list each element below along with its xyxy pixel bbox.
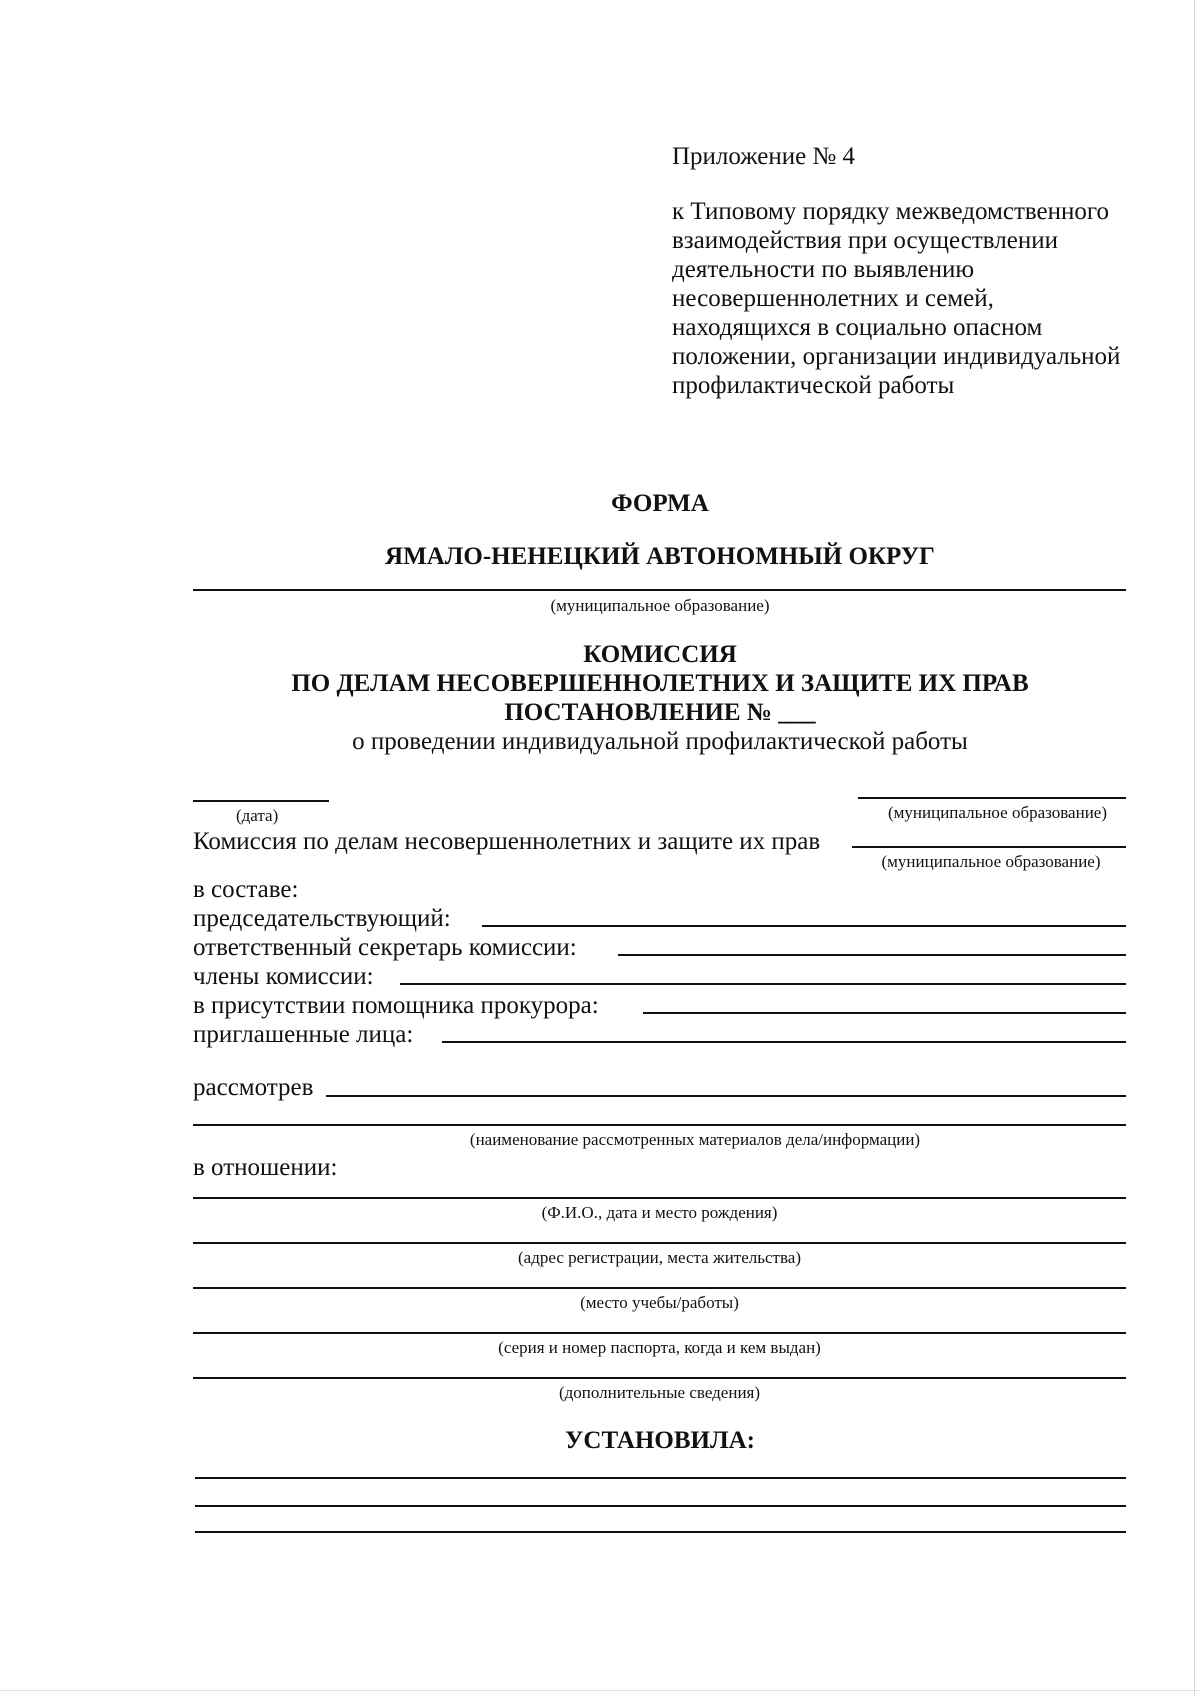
date-caption: (дата)	[236, 806, 279, 825]
regarding-field-1	[193, 1197, 1126, 1199]
regarding-caption-5: (дополнительные сведения)	[558, 1383, 761, 1402]
commission-line-caption: (муниципальное образование)	[881, 852, 1101, 871]
commission-title: КОМИССИЯ	[583, 641, 737, 668]
regarding-field-4	[193, 1332, 1126, 1334]
members-field	[400, 983, 1126, 985]
commission-line-label: Комиссия по делам несовершеннолетних и защите их прав	[193, 828, 821, 855]
prosecutor-field	[643, 1012, 1126, 1014]
established-title: УСТАНОВИЛА:	[565, 1427, 755, 1454]
considered-label: рассмотрев	[193, 1074, 314, 1101]
secretary-field	[618, 954, 1126, 956]
invited-label: приглашенные лица:	[193, 1021, 414, 1048]
regarding-caption-4: (серия и номер паспорта, когда и кем выдан)	[498, 1338, 821, 1357]
appendix-text: к Типовому порядку межведомственного взаимодействия при осуществлении деятельности по выявлению несовершеннолетних и семей, находящихся в социально опасном положении, организации индивидуальной профилактической работы	[672, 198, 1121, 399]
established-line-1	[195, 1477, 1126, 1479]
considered-field	[326, 1095, 1126, 1097]
invited-field	[442, 1041, 1126, 1043]
commission-header	[195, 640, 1125, 756]
appendix-block	[672, 142, 1132, 400]
composition-label: в составе:	[193, 876, 299, 903]
regarding-label: в отношении:	[193, 1154, 338, 1181]
region-title: ЯМАЛО-НЕНЕЦКИЙ АВТОНОМНЫЙ ОКРУГ	[385, 543, 935, 570]
secretary-label: ответственный секретарь комиссии:	[193, 934, 577, 961]
regarding-field-3	[193, 1287, 1126, 1289]
regarding-caption-2: (адрес регистрации, места жительства)	[518, 1248, 801, 1267]
regarding-caption-3: (место учебы/работы)	[580, 1293, 739, 1312]
resolution-subject: о проведении индивидуальной профилактической работы	[352, 728, 968, 755]
municipality-caption: (муниципальное образование)	[550, 596, 770, 615]
members-label: члены комиссии:	[193, 963, 374, 990]
date-line	[193, 800, 329, 802]
considered-field-2	[193, 1124, 1126, 1126]
chair-field	[482, 925, 1126, 927]
appendix-title: Приложение № 4	[672, 143, 856, 170]
page-edge	[1194, 0, 1195, 1697]
place-caption: (муниципальное образование)	[888, 803, 1107, 822]
regarding-field-2	[193, 1242, 1126, 1244]
commission-full-title: ПО ДЕЛАМ НЕСОВЕРШЕННОЛЕТНИХ И ЗАЩИТЕ ИХ ПРАВ	[291, 670, 1029, 697]
established-line-2	[195, 1505, 1126, 1507]
place-line	[858, 797, 1126, 799]
chair-label: председательствующий:	[193, 905, 451, 932]
commission-line-field	[852, 846, 1126, 848]
resolution-title: ПОСТАНОВЛЕНИЕ № ___	[504, 699, 816, 726]
considered-caption: (наименование рассмотренных материалов дела/информации)	[469, 1130, 921, 1149]
form-label: ФОРМА	[611, 490, 709, 517]
municipality-line	[193, 589, 1126, 591]
page-edge-bottom	[0, 1690, 1200, 1691]
prosecutor-label: в присутствии помощника прокурора:	[193, 992, 599, 1019]
regarding-caption-1: (Ф.И.О., дата и место рождения)	[541, 1203, 778, 1222]
regarding-field-5	[193, 1377, 1126, 1379]
established-line-3	[195, 1531, 1126, 1533]
